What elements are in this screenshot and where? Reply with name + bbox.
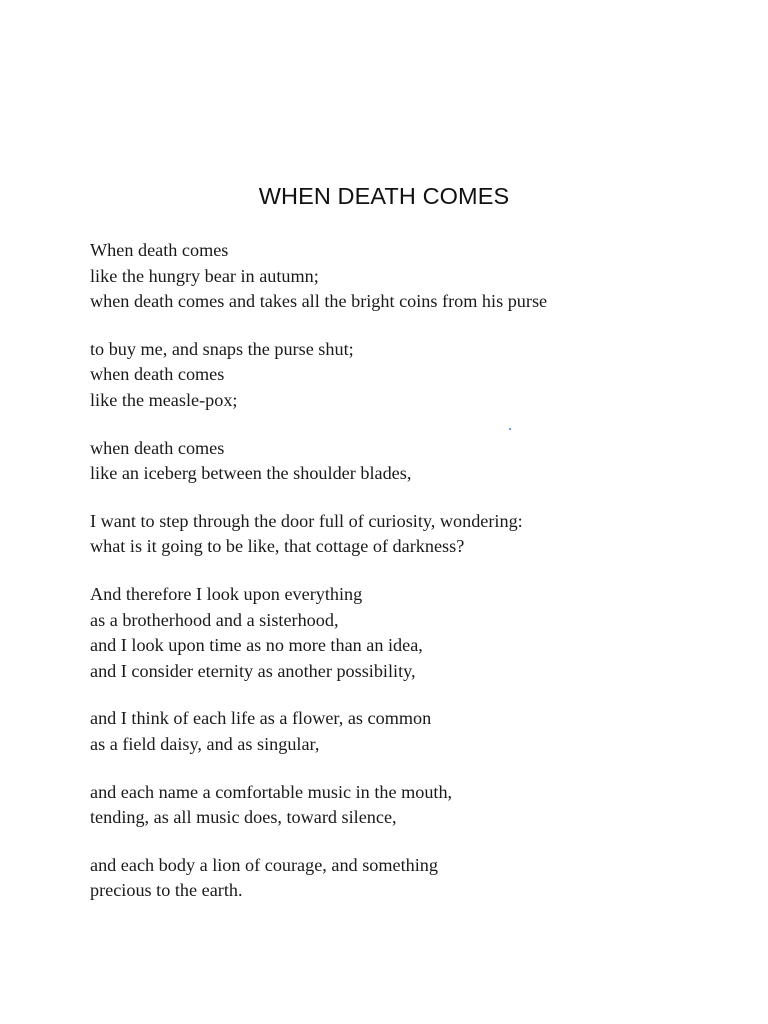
poem-line: like the measle-pox; [90,389,238,410]
poem-line: when death comes [90,364,225,385]
stanza-8 [90,853,730,904]
poem-line: like the hungry bear in autumn; [90,265,319,286]
stanza-4 [90,509,730,560]
poem-line: what is it going to be like, that cottage of darkness? [90,536,465,557]
poem-line: and I look upon time as no more than an idea, [90,635,423,656]
poem-body [90,238,730,926]
poem-line: precious to the earth. [90,880,243,901]
poem-line: as a brotherhood and a sisterhood, [90,609,339,630]
poem-line: to buy me, and snaps the purse shut; [90,338,354,359]
poem-line: and I think of each life as a flower, as common [90,708,432,729]
poem-line: when death comes [90,437,225,458]
poem-line: When death comes [90,240,229,260]
poem-line: tending, as all music does, toward silence, [90,807,397,828]
stanza-6 [90,706,730,757]
poem-line: and each body a lion of courage, and something [90,854,438,875]
stanza-5 [90,582,730,684]
poem-title: WHEN DEATH COMES [258,183,510,209]
stray-mark [509,428,511,430]
stanza-3 [90,436,730,487]
poem-line: when death comes and takes all the bright coins from his purse [90,291,548,312]
poem-line: and each name a comfortable music in the mouth, [90,781,453,802]
poem-line: I want to step through the door full of curiosity, wondering: [90,510,523,531]
poem-line: and I consider eternity as another possibility, [90,660,416,681]
poem-line: And therefore I look upon everything [90,583,363,604]
stanza-1 [90,238,730,315]
stanza-7 [90,780,730,831]
poem-line: as a field daisy, and as singular, [90,733,320,754]
stanza-2 [90,337,730,414]
poem-line: like an iceberg between the shoulder blades, [90,463,412,484]
